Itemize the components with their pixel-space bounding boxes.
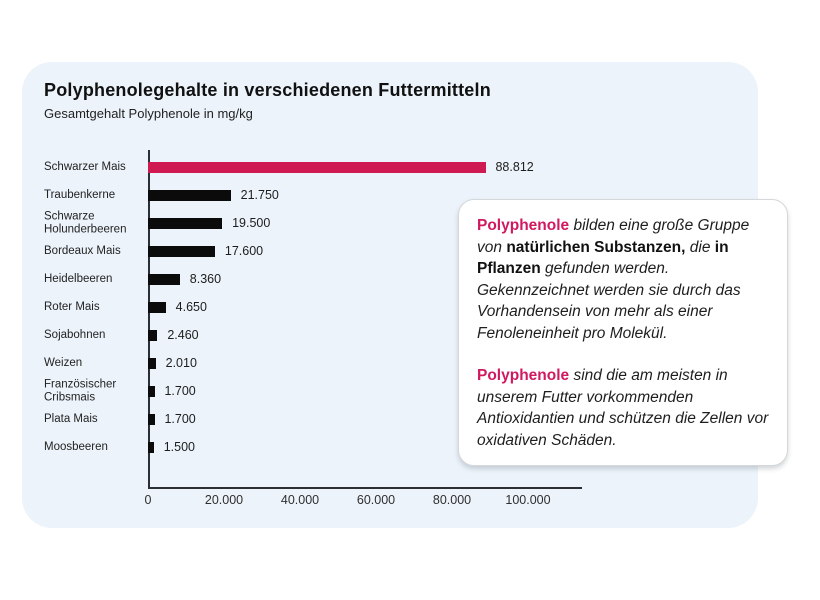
value-label: 2.010 [165,356,197,370]
info-text-segment: gefunden werden. Gekennzeichnet werden sie durch das Vorhandensein von mehr als einer Fenoleneinheit pro Molekül. [477,260,741,342]
info-text-segment: in Pflanzen [477,238,729,277]
bar [148,330,157,341]
x-tick-label: 40.000 [280,493,320,507]
category-label: Bordeaux Mais [44,244,121,257]
bar [148,162,486,173]
category-label: Plata Mais [44,412,98,425]
value-label: 1.700 [164,384,196,398]
info-text-segment: natürlichen Substanzen, [506,238,686,256]
bar [148,246,215,257]
value-label: 1.500 [163,440,195,454]
info-text-segment: sind die am meisten in unserem Futter vorkommenden Antioxidantien und schützen die Zellen vor oxidativen Schäden. [477,367,769,449]
info-text-segment: Polyphenole [477,367,570,384]
x-axis-line [148,487,582,489]
bar [148,190,231,201]
category-label: Roter Mais [44,300,100,313]
x-tick-label: 80.000 [432,493,472,507]
category-label: Weizen [44,356,83,369]
bar [148,358,156,369]
value-label: 17.600 [224,244,264,258]
category-label: Heidelbeeren [44,272,113,285]
bar [148,302,166,313]
category-label: Schwarzer Mais [44,160,126,173]
category-label: Sojabohnen [44,328,106,341]
info-paragraph [477,365,770,451]
info-paragraph [477,215,770,344]
bar [148,274,180,285]
info-box [458,199,788,466]
x-tick-label: 60.000 [356,493,396,507]
info-text-segment: bilden eine große Gruppe von [477,217,750,256]
chart-subtitle: Gesamtgehalt Polyphenole in mg/kg [44,106,253,121]
x-tick-label: 100.000 [505,493,551,507]
value-label: 1.700 [164,412,196,426]
bar [148,386,155,397]
value-label: 21.750 [240,188,279,202]
value-label: 8.360 [189,272,222,286]
value-label: 88.812 [495,160,534,174]
category-label: Moosbeeren [44,440,108,453]
category-label: Schwarze Holunderbeeren [44,210,127,235]
x-tick-label: 0 [144,493,152,507]
category-label: Traubenkerne [44,188,116,201]
x-tick-label: 20.000 [204,493,244,507]
info-text-segment: Polyphenole [477,217,570,234]
bar [148,442,154,453]
info-text-segment: die [685,238,715,256]
value-label: 2.460 [167,328,199,342]
bar [148,218,222,229]
chart-title: Polyphenolegehalte in verschiedenen Futtermitteln [44,80,491,100]
y-axis-line [148,150,150,488]
value-label: 19.500 [232,216,271,230]
value-label: 4.650 [175,300,207,314]
bar [148,414,155,425]
category-label: Französischer Cribsmais [44,378,117,403]
